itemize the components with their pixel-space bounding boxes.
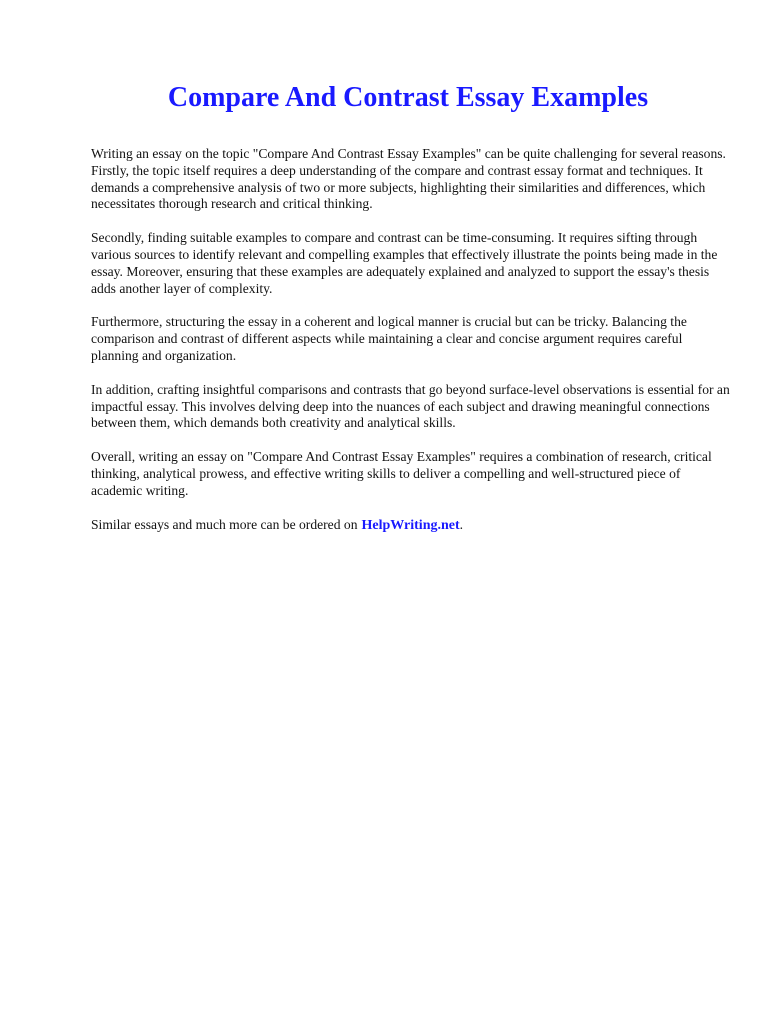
paragraph-2: Secondly, finding suitable examples to compare and contrast can be time-consuming. It requires sifting through various sources to identify relevant and compelling examples that effectively illustrate the points being made in the essay. Moreover, ensuring that these examples are adequately explained and analyzed to support the essay's thesis adds another layer of complexity. <box>91 230 718 296</box>
paragraph-1: Writing an essay on the topic "Compare And Contrast Essay Examples" can be quite challenging for several reasons. Firstly, the topic itself requires a deep understanding of the compare and contrast essay format and techniques. It demands a comprehensive analysis of two or more subjects, highlighting their similarities and differences, which necessitates thorough research and critical thinking. <box>91 146 726 212</box>
paragraph-4: In addition, crafting insightful comparisons and contrasts that go beyond surface-level observations is essential for an impactful essay. This involves delving deep into the nuances of each subject and drawing meaningful connections between them, which demands both creativity and analytical skills. <box>91 381 730 431</box>
helpwriting-link[interactable]: HelpWriting.net <box>361 517 460 533</box>
page-title: Compare And Contrast Essay Examples <box>167 82 649 113</box>
closing-text: Similar essays and much more can be ordered on <box>91 516 358 532</box>
closing-paragraph <box>91 517 731 535</box>
closing-suffix: . <box>459 516 464 532</box>
paragraph-5: Overall, writing an essay on "Compare And Contrast Essay Examples" requires a combination of research, critical thinking, analytical prowess, and effective writing skills to deliver a compelling and well-structured piece of academic writing. <box>91 449 712 498</box>
paragraph-3: Furthermore, structuring the essay in a coherent and logical manner is crucial but can be tricky. Balancing the comparison and contrast of different aspects while maintaining a clear and concise argument requires careful planning and organization. <box>91 314 687 363</box>
document-body <box>91 146 731 551</box>
